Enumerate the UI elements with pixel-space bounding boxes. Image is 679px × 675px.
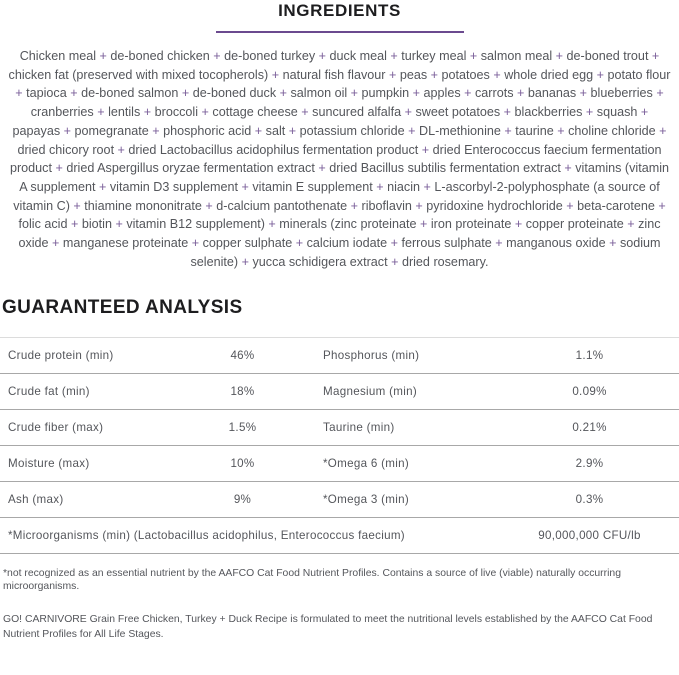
plus-separator: + xyxy=(347,198,362,213)
plus-separator: + xyxy=(347,86,362,101)
plus-separator: + xyxy=(637,105,649,120)
nutrient-label: Crude protein (min) xyxy=(0,338,170,374)
table-row xyxy=(0,482,679,518)
plus-separator: + xyxy=(95,179,110,194)
nutrient-value: 1.5% xyxy=(170,410,315,446)
plus-separator: + xyxy=(420,179,435,194)
plus-separator: + xyxy=(386,49,402,63)
plus-separator: + xyxy=(315,49,330,63)
nutrient-value: 0.21% xyxy=(500,410,679,446)
plus-separator: + xyxy=(404,123,419,138)
plus-separator: + xyxy=(67,217,82,232)
plus-separator: + xyxy=(238,254,253,269)
table-row xyxy=(0,410,679,446)
nutrient-label: Phosphorus (min) xyxy=(315,338,500,374)
nutrient-value: 0.3% xyxy=(500,482,679,518)
plus-separator: + xyxy=(605,236,620,251)
plus-separator: + xyxy=(491,236,507,251)
nutrient-label: *Omega 3 (min) xyxy=(315,482,500,518)
plus-separator: + xyxy=(276,86,291,101)
nutrient-label: Crude fiber (max) xyxy=(0,410,170,446)
ingredients-heading: INGREDIENTS xyxy=(278,1,401,20)
plus-separator: + xyxy=(51,161,67,176)
plus-separator: + xyxy=(387,254,402,269)
nutrient-label: Crude fat (min) xyxy=(0,374,170,410)
nutrient-value: 9% xyxy=(170,482,315,518)
plus-separator: + xyxy=(178,86,193,101)
plus-separator: + xyxy=(66,86,82,101)
footnote-aafco-nutrient: *not recognized as an essential nutrient by the AAFCO Cat Food Nutrient Profiles. Contains a source of live (viable) naturally occurring microorganisms. xyxy=(3,568,621,593)
plus-separator: + xyxy=(416,217,431,232)
plus-separator: + xyxy=(292,236,307,251)
plus-separator: + xyxy=(652,86,664,101)
microorganisms-value: 90,000,000 CFU/lb xyxy=(538,529,641,543)
plus-separator: + xyxy=(60,123,75,138)
guaranteed-analysis-heading: GUARANTEED ANALYSIS xyxy=(2,297,243,319)
plus-separator: + xyxy=(48,236,63,251)
plus-separator: + xyxy=(148,123,164,138)
plus-separator: + xyxy=(111,217,127,232)
plus-separator: + xyxy=(201,198,217,213)
nutrient-value: 46% xyxy=(170,338,315,374)
plus-separator: + xyxy=(372,179,388,194)
plus-separator: + xyxy=(489,67,505,82)
plus-separator: + xyxy=(209,49,225,63)
plus-separator: + xyxy=(562,198,578,213)
table-row xyxy=(0,446,679,482)
plus-separator: + xyxy=(655,123,667,138)
plus-separator: + xyxy=(268,67,283,82)
plus-separator: + xyxy=(15,86,27,101)
plus-separator: + xyxy=(460,86,475,101)
nutrient-label: Taurine (min) xyxy=(315,410,500,446)
nutrient-label: Ash (max) xyxy=(0,482,170,518)
plus-separator: + xyxy=(297,105,313,120)
microorganisms-label: *Microorganisms (min) (Lactobacillus acidophilus, Enterococcus faecium) xyxy=(8,529,405,543)
plus-separator: + xyxy=(387,236,402,251)
plus-separator: + xyxy=(401,105,416,120)
plus-separator: + xyxy=(623,217,639,232)
plus-separator: + xyxy=(314,161,330,176)
plus-separator: + xyxy=(654,198,666,213)
plus-separator: + xyxy=(593,67,608,82)
nutrient-value: 10% xyxy=(170,446,315,482)
plus-separator: + xyxy=(466,49,481,63)
plus-separator: + xyxy=(93,105,109,120)
plus-separator: + xyxy=(385,67,400,82)
plus-separator: + xyxy=(500,105,515,120)
plus-separator: + xyxy=(648,49,660,63)
plus-separator: + xyxy=(576,86,591,101)
plus-separator: + xyxy=(198,105,213,120)
plus-separator: + xyxy=(237,179,253,194)
plus-separator: + xyxy=(251,123,266,138)
plus-separator: + xyxy=(69,198,85,213)
plus-separator: + xyxy=(500,123,516,138)
nutrient-value: 0.09% xyxy=(500,374,679,410)
purple-divider xyxy=(216,31,464,33)
nutrient-label: Moisture (max) xyxy=(0,446,170,482)
plus-separator: + xyxy=(511,217,526,232)
nutrient-value: 2.9% xyxy=(500,446,679,482)
nutrient-label: *Omega 6 (min) xyxy=(315,446,500,482)
plus-separator: + xyxy=(411,198,427,213)
plus-separator: + xyxy=(409,86,424,101)
table-row-microorganisms xyxy=(0,518,679,554)
plus-separator: + xyxy=(553,123,569,138)
plus-separator: + xyxy=(552,49,567,63)
table-row xyxy=(0,374,679,410)
nutrient-value: 1.1% xyxy=(500,338,679,374)
plus-separator: + xyxy=(418,142,433,157)
plus-separator: + xyxy=(513,86,528,101)
nutrient-label: Magnesium (min) xyxy=(315,374,500,410)
plus-separator: + xyxy=(188,236,203,251)
plus-separator: + xyxy=(114,142,129,157)
plus-separator: + xyxy=(285,123,300,138)
plus-separator: + xyxy=(264,217,280,232)
plus-separator: + xyxy=(140,105,155,120)
footnote-formulation-statement: GO! CARNIVORE Grain Free Chicken, Turkey + Duck Recipe is formulated to meet the nutritional levels established by the AAFCO Cat Food Nutrient Profiles for All Life Stages. xyxy=(3,614,653,640)
plus-separator: + xyxy=(427,67,442,82)
plus-separator: + xyxy=(560,161,576,176)
plus-separator: + xyxy=(582,105,597,120)
guaranteed-analysis-table xyxy=(0,337,679,554)
plus-separator: + xyxy=(96,49,111,63)
nutrient-value: 18% xyxy=(170,374,315,410)
table-row xyxy=(0,338,679,374)
ingredients-paragraph: Chicken meal + de-boned chicken + de-boned turkey + duck meal + turkey meal + salmon meal + de-boned trout + chicken fat (preserved with mixed tocopherols) + natural fish flavour + peas + potatoes + whole dried egg + potato flour + tapioca + de-boned salmon + de-boned duck + salmon oil + pumpkin + apples + carrots + bananas + blueberries + cranberries + lentils + broccoli + cottage cheese + suncured alfalfa + sweet potatoes + blackberries + squash + papayas + pomegranate + phosphoric acid + salt + potassium chloride + DL-methionine + taurine + choline chloride + dried chicory root + dried Lactobacillus acidophilus fermentation product + dried Enterococcus faecium fermentation product + dried Aspergillus oryzae fermentation extract + dried Bacillus subtilis fermentation extract + vitamins (vitamin A supplement + vitamin D3 supplement + vitamin E supplement + niacin + L-ascorbyl-2-polyphosphate (a source of vitamin C) + thiamine mononitrate + d-calcium pantothenate + riboflavin + pyridoxine hydrochloride + beta-carotene + folic acid + biotin + vitamin B12 supplement) + minerals (zinc proteinate + iron proteinate + copper proteinate + zinc oxide + manganese proteinate + copper sulphate + calcium iodate + ferrous sulphate + manganous oxide + sodium selenite) + yucca schidigera extract + dried rosemary. xyxy=(8,49,671,269)
